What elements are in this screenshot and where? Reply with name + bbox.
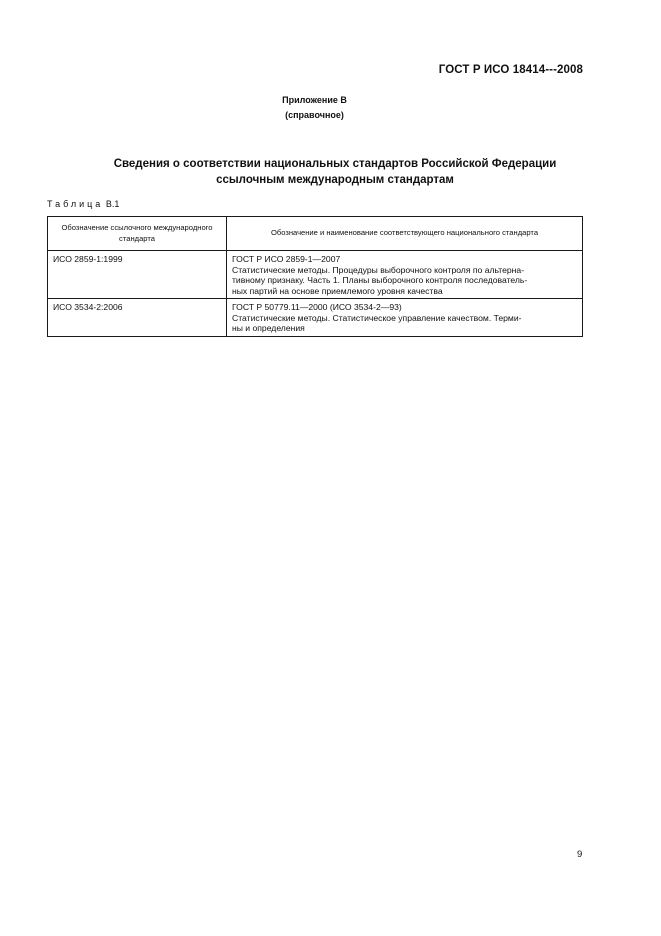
document-code: ГОСТ Р ИСО 18414---2008 bbox=[438, 64, 583, 76]
annex-subtitle: (справочное) bbox=[285, 110, 344, 120]
table-row bbox=[48, 251, 583, 299]
table-row bbox=[48, 299, 583, 337]
table-header-row bbox=[48, 217, 583, 251]
heading-line-2: ссылочным международным стандартам bbox=[216, 174, 454, 186]
gost-standard-cell bbox=[227, 251, 583, 299]
gost-standard-cell bbox=[227, 299, 583, 337]
gost-line: ГОСТ Р ИСО 2859-1—2007 bbox=[232, 254, 341, 264]
gost-line: ных партий на основе приемлемого уровня качества bbox=[232, 285, 443, 296]
gost-line: ны и определения bbox=[232, 323, 305, 333]
iso-standard-cell: ИСО 3534-2:2006 bbox=[48, 299, 227, 337]
correspondence-table bbox=[47, 216, 583, 337]
column-header-national: Обозначение и наименование соответствующего национального стандарта bbox=[227, 217, 583, 251]
section-heading bbox=[40, 156, 630, 188]
annex-title: Приложение В bbox=[282, 95, 347, 105]
gost-line: тивному признаку. Часть 1. Планы выборочного контроля последователь- bbox=[232, 275, 528, 285]
table-caption-number: В.1 bbox=[105, 199, 120, 209]
gost-line: Статистические методы. Статистическое управление качеством. Терми- bbox=[232, 312, 522, 323]
gost-line: Статистические методы. Процедуры выборочного контроля по альтерна- bbox=[232, 264, 525, 275]
table-caption bbox=[47, 199, 119, 209]
iso-standard-cell: ИСО 2859-1:1999 bbox=[48, 251, 227, 299]
annex-block bbox=[0, 93, 629, 123]
table-caption-prefix: Таблица bbox=[47, 199, 104, 209]
page-number: 9 bbox=[577, 849, 583, 860]
heading-line-1: Сведения о соответствии национальных стандартов Российской Федерации bbox=[113, 158, 557, 170]
column-header-international: Обозначение ссылочного международного стандарта bbox=[48, 217, 227, 251]
gost-line: ГОСТ Р 50779.11—2000 (ИСО 3534-2—93) bbox=[232, 302, 402, 312]
